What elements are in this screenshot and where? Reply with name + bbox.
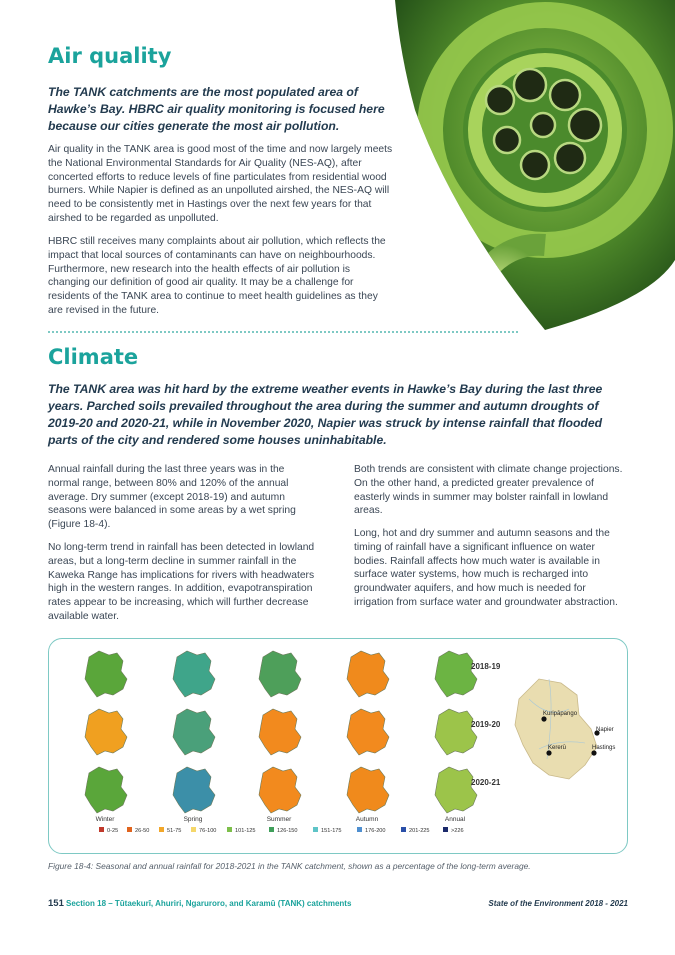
rainfall-map [85, 651, 127, 697]
legend-swatch [401, 827, 406, 832]
air-quality-paragraph: Air quality in the TANK area is good most of the time and now largely meets the National Environmental Standards for Air Quality (NES-AQ), after concerted efforts to reduce levels of fine particulates from residential wood burners. While Napier is defined as an unpolluted airshed, the NES-AQ will need to be consistently met in Hastings over the next few years for that airshed to be regarded as unpolluted. [48, 144, 393, 224]
rainfall-map [173, 767, 215, 813]
legend-label: 76-100 [199, 828, 217, 834]
climate-paragraph: Long, hot and dry summer and autumn seasons and the timing of rainfall have a significant influence on water bodies. Rainfall affects how much water is available in surface water systems, how much is recharged into groundwater aquifers, and how much is needed for irrigation from surface water and groundwater abstraction. [354, 528, 618, 608]
rainfall-map [173, 651, 215, 697]
place-marker [591, 750, 596, 755]
season-label: Summer [266, 816, 292, 823]
rainfall-map [347, 709, 389, 755]
section-title: Section 18 – Tūtaekurī, Ahuriri, Ngaruroro, and Karamū (TANK) catchments [66, 899, 352, 908]
place-label: Kererū [548, 745, 567, 751]
air-quality-heading: Air quality [48, 44, 172, 68]
rainfall-map [85, 767, 127, 813]
place-label: Hastings [592, 745, 616, 751]
season-label: Annual [444, 816, 466, 823]
rainfall-map [85, 709, 127, 755]
legend-label: 151-175 [321, 828, 342, 834]
season-label: Autumn [355, 816, 379, 823]
rainfall-map [347, 767, 389, 813]
legend-swatch [191, 827, 196, 832]
season-label: Spring [183, 816, 203, 823]
page-number: 151 [48, 898, 64, 909]
legend-label: 51-75 [167, 828, 182, 834]
legend-swatch [443, 827, 448, 832]
rainfall-map [435, 651, 477, 697]
place-marker [546, 750, 551, 755]
legend-swatch [269, 827, 274, 832]
legend-swatch [357, 827, 362, 832]
climate-paragraph: Annual rainfall during the last three years was in the normal range, between 80% and 120% of the annual average. Dry summer (except 2018-19) and autumn seasons were balanced in some areas by a wet spring (Figure 18-4). [48, 464, 296, 531]
climate-paragraph: Both trends are consistent with climate change projections. On the other hand, a predicted greater prevalence of easterly winds in summer may bolster rainfall in lowland areas. [354, 464, 623, 517]
air-quality-paragraph: HBRC still receives many complaints about air pollution, which reflects the impact that local sources of contaminants can have on neighbourhoods. Furthermore, new research into the health effects of air pollution is changing our definition of good air quality. It may be a challenge for residents of the TANK area to continue to meet health guidelines as they are revised in the future. [48, 236, 386, 316]
climate-heading: Climate [48, 345, 139, 369]
legend-swatch [99, 827, 104, 832]
rainfall-map [259, 651, 301, 697]
legend-label: 126-150 [277, 828, 298, 834]
rainfall-maps [49, 639, 628, 854]
legend-swatch [159, 827, 164, 832]
figure-caption: Figure 18-4: Seasonal and annual rainfall for 2018-2021 in the TANK catchment, shown as a percentage of the long-term average. [48, 861, 531, 871]
place-label: Kuripāpango [543, 711, 578, 717]
year-label: 2020-21 [471, 778, 501, 787]
legend-label: >226 [451, 828, 464, 834]
legend-swatch [127, 827, 132, 832]
place-label: Napier [596, 727, 614, 733]
legend-label: 0-25 [107, 828, 119, 834]
legend-label: 101-125 [235, 828, 256, 834]
section-divider [48, 331, 518, 333]
catchment-map [515, 679, 597, 779]
year-label: 2019-20 [471, 720, 501, 729]
rainfall-map [347, 651, 389, 697]
year-label: 2018-19 [471, 662, 501, 671]
legend-label: 201-225 [409, 828, 430, 834]
rainfall-map [173, 709, 215, 755]
air-quality-lead: The TANK catchments are the most populated area of Hawke’s Bay. HBRC air quality monitoring is focused here because our cities generate the most air pollution. [48, 85, 385, 133]
rainfall-map [259, 709, 301, 755]
rainfall-map [259, 767, 301, 813]
climate-lead: The TANK area was hit hard by the extreme weather events in Hawke’s Bay during the last three years. Parched soils prevailed throughout the area during the summer and autumn droughts of 2019-20 and 2020-21, while in November 2020, Napier was struck by intense rainfall that flooded parts of the city and rendered some houses uninhabitable. [48, 382, 603, 447]
koru-fern-photo [395, 0, 675, 330]
rainfall-figure [48, 638, 628, 854]
season-label: Winter [95, 816, 115, 823]
legend-label: 26-50 [135, 828, 150, 834]
legend-swatch [313, 827, 318, 832]
legend-label: 176-200 [365, 828, 386, 834]
report-title: State of the Environment 2018 - 2021 [488, 899, 628, 908]
rainfall-map [435, 767, 477, 813]
climate-paragraph: No long-term trend in rainfall has been detected in lowland areas, but a long-term decline in summer rainfall in the Kaweka Range has implications for rivers with headwaters high in the western ranges. In addition, evapotranspiration rates appear to be increasing, which will further decrease available water. [48, 542, 315, 622]
legend-swatch [227, 827, 232, 832]
rainfall-map [435, 709, 477, 755]
place-marker [541, 716, 546, 721]
